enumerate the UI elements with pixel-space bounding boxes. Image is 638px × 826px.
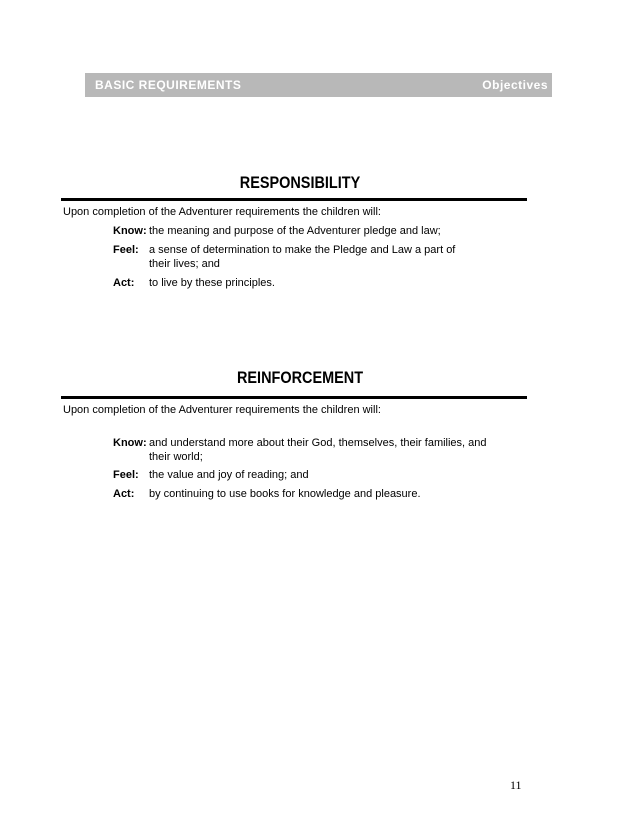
objective-term: Feel: xyxy=(113,244,139,256)
objective-term: Feel: xyxy=(113,469,139,481)
objective-term: Act: xyxy=(113,488,135,500)
objective-act xyxy=(113,276,513,290)
objective-act xyxy=(113,487,513,501)
objective-text: to live by these principles. xyxy=(149,277,275,289)
objective-text: a sense of determination to make the Pledge and Law a part of their lives; and xyxy=(149,244,456,270)
objective-know xyxy=(113,436,513,464)
header-title: BASIC REQUIREMENTS xyxy=(95,78,242,92)
page-number: 11 xyxy=(510,778,522,792)
header-bar xyxy=(85,73,552,97)
objective-text: the meaning and purpose of the Adventurer pledge and law; xyxy=(149,225,441,237)
section-divider xyxy=(61,396,527,399)
objective-text: by continuing to use books for knowledge and pleasure. xyxy=(149,488,421,500)
section-title-responsibility: RESPONSIBILITY xyxy=(239,173,361,192)
header-section-label: Objectives xyxy=(482,78,548,92)
section-title-reinforcement: REINFORCEMENT xyxy=(236,368,364,387)
objective-term: Know: xyxy=(113,437,147,449)
objective-term: Act: xyxy=(113,277,135,289)
objective-term: Know: xyxy=(113,225,147,237)
section-divider xyxy=(61,198,527,201)
section-intro: Upon completion of the Adventurer requirements the children will: xyxy=(63,206,381,218)
objective-feel xyxy=(113,243,513,271)
objective-know xyxy=(113,224,513,238)
section-intro: Upon completion of the Adventurer requirements the children will: xyxy=(63,404,381,416)
objective-feel xyxy=(113,468,513,482)
objective-text: and understand more about their God, themselves, their families, and their world; xyxy=(149,437,487,463)
objective-text: the value and joy of reading; and xyxy=(149,469,309,481)
